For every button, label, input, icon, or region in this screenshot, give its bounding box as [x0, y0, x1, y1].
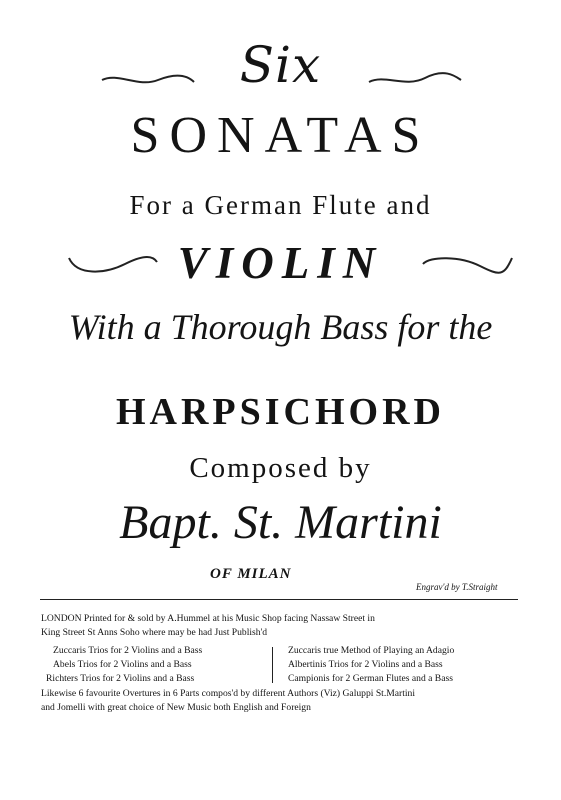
instrument-line: For a German Flute and: [129, 190, 432, 220]
publisher-line-6: Likewise 6 favourite Overtures in 6 Parts compos'd by different Authors (Viz) Galuppi St.Martini: [41, 688, 415, 699]
publisher-line-2: King Street St Anns Soho where may be had Just Publish'd: [41, 627, 268, 638]
column-divider: [272, 647, 273, 683]
list-item-right-1: Zuccaris true Method of Playing an Adagio: [288, 645, 455, 656]
title-violin: VIOLIN: [177, 238, 384, 288]
thorough-bass-line: With a Thorough Bass for the: [68, 307, 493, 347]
title-sonatas: SONATAS: [130, 107, 431, 164]
list-item-right-2: Albertinis Trios for 2 Violins and a Bass: [288, 659, 443, 670]
divider-rule: [40, 599, 518, 600]
title-harpsichord: HARPSICHORD: [115, 391, 446, 433]
composer-name: Bapt. St. Martini: [119, 496, 442, 549]
title-six: Six: [239, 36, 322, 94]
publisher-line-1: LONDON Printed for & sold by A.Hummel at his Music Shop facing Nassaw Street in: [41, 613, 375, 624]
list-item-left-3: Richters Trios for 2 Violins and a Bass: [46, 673, 195, 684]
list-item-right-3: Campionis for 2 German Flutes and a Bass: [288, 673, 453, 684]
engraver-credit: Engrav'd by T.Straight: [416, 582, 498, 592]
composer-origin: OF MILAN: [210, 566, 292, 582]
publisher-line-7: and Jomelli with great choice of New Music both English and Foreign: [41, 702, 311, 713]
list-item-left-1: Zuccaris Trios for 2 Violins and a Bass: [53, 645, 203, 656]
list-item-left-2: Abels Trios for 2 Violins and a Bass: [53, 659, 192, 670]
composed-by: Composed by: [189, 452, 372, 484]
